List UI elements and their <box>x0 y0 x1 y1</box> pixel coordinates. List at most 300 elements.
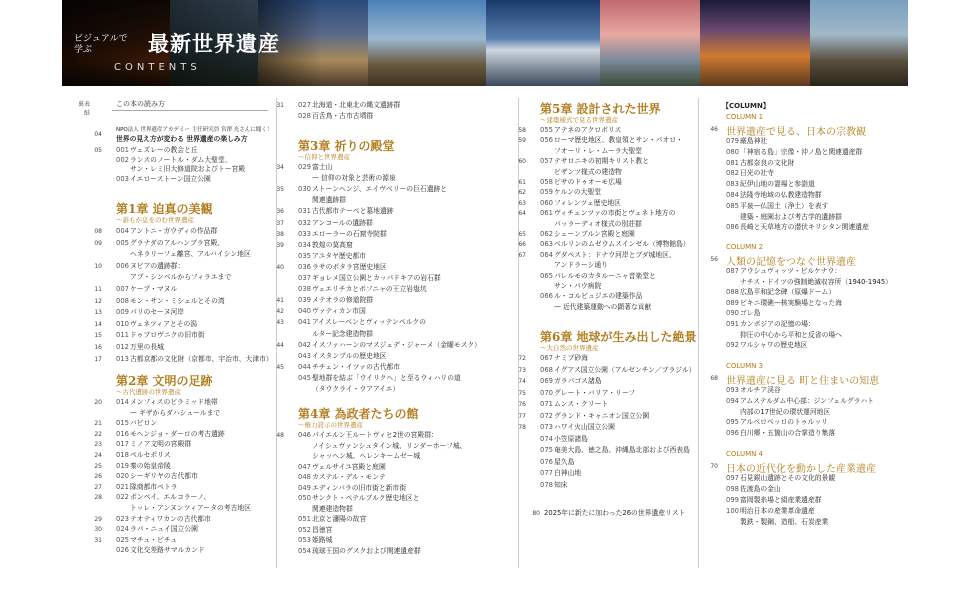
toc-entry[interactable] <box>298 547 468 556</box>
chapter1-title[interactable]: 第1章 迫真の美観 <box>116 202 213 216</box>
page-number: 14 <box>94 320 102 328</box>
entry-number: 090 <box>726 309 739 318</box>
toc-entry[interactable] <box>298 274 468 283</box>
toc-entry[interactable] <box>540 240 710 249</box>
entry-number: 076 <box>540 457 553 466</box>
toc-entry[interactable] <box>726 180 896 189</box>
toc-entry[interactable] <box>726 223 896 232</box>
entry-title: ポンペイ、エルコラーノ、 <box>130 493 211 502</box>
toc-entry[interactable] <box>726 485 896 494</box>
toc-entry[interactable] <box>540 136 710 145</box>
toc-entry[interactable] <box>298 473 468 482</box>
toc-entry[interactable] <box>298 112 468 121</box>
entry-title: 文化交差路サマルカンド <box>130 546 205 555</box>
toc-entry[interactable] <box>116 165 286 174</box>
page-number: 58 <box>518 127 526 134</box>
toc-entry[interactable] <box>726 267 896 276</box>
entry-title: バビロン <box>130 419 158 428</box>
entry-number: 041 <box>298 318 311 327</box>
entry-title: ヴァティカン市国 <box>312 307 366 316</box>
toc-entry[interactable] <box>298 163 468 172</box>
entry-title: 厳島神社 <box>740 137 768 145</box>
toc-entry[interactable] <box>298 431 468 440</box>
entry-title: ドゥブロヴニクの旧市街 <box>130 331 205 340</box>
column1-label: COLUMN 1 <box>726 113 764 121</box>
entry-title: カステル・デル・モンテ <box>312 473 386 481</box>
toc-entry[interactable] <box>726 288 896 297</box>
toc-entry[interactable] <box>298 318 468 327</box>
toc-entry[interactable] <box>726 341 896 350</box>
entry-title: 関連遺跡群 <box>312 196 346 205</box>
page-number: 17 <box>94 355 102 363</box>
entry-title: — 近代建築運動への顕著な貢献 <box>554 302 652 311</box>
entry-title: メテオラの修道院群 <box>312 296 374 305</box>
page-number: 59 <box>518 137 526 145</box>
entry-number: 055 <box>540 126 553 134</box>
entry-number: 015 <box>116 419 129 428</box>
toc-entry[interactable] <box>116 146 286 155</box>
toc-entry[interactable] <box>540 188 710 197</box>
entry-number: 014 <box>116 398 129 406</box>
page-number: 61 <box>518 179 526 186</box>
entry-number: 061 <box>540 209 553 218</box>
entry-number: 088 <box>726 288 739 297</box>
entry-number: 098 <box>726 485 739 493</box>
entry-title: アンドラーシ通り <box>554 261 608 270</box>
entry-title: アユタヤ歴史都市 <box>312 251 367 260</box>
page-number: 12 <box>94 297 102 305</box>
toc-entry[interactable] <box>116 525 286 534</box>
toc-entry[interactable] <box>116 156 286 165</box>
entry-number: 065 <box>540 271 553 280</box>
entry-title: 白神山地 <box>554 469 582 477</box>
toc-entry[interactable] <box>298 241 468 250</box>
toc-entry[interactable] <box>298 515 468 524</box>
toc-entry[interactable] <box>298 252 468 261</box>
entry-number: 093 <box>726 386 739 394</box>
entry-title: — ギザからダハシュールまで <box>130 408 221 417</box>
page-number: 04 <box>94 131 102 138</box>
toc-entry[interactable] <box>540 272 710 281</box>
column2-label: COLUMN 2 <box>726 243 764 251</box>
page-number: 70 <box>710 463 718 470</box>
toc-entry[interactable] <box>298 442 468 451</box>
toc-entry[interactable] <box>726 397 896 406</box>
entry-number: 051 <box>298 515 311 523</box>
toc-entry[interactable] <box>116 419 286 428</box>
entry-number: 062 <box>540 230 553 238</box>
entry-title: パッラーディオ様式の別荘群 <box>554 219 642 228</box>
toc-entry[interactable] <box>298 219 468 228</box>
entry-title: 敦煌の莫高窟 <box>312 240 353 249</box>
entry-title: ケルンの大聖堂 <box>554 188 602 197</box>
toc-entry[interactable] <box>540 303 710 312</box>
toc-entry[interactable] <box>540 458 710 467</box>
entry-title: — 信仰の対象と芸術の源泉 <box>312 174 396 183</box>
toc-entry[interactable] <box>116 483 286 492</box>
entry-number: 074 <box>540 434 553 443</box>
toc-entry[interactable] <box>726 299 896 308</box>
entry-title: ビキニ環礁—核実験場となった海 <box>740 298 842 307</box>
entry-number: 071 <box>540 400 553 408</box>
toc-entry[interactable] <box>116 451 286 460</box>
toc-entry[interactable] <box>540 389 710 398</box>
toc-entry[interactable] <box>298 263 468 272</box>
toc-entry[interactable] <box>116 297 286 306</box>
toc-entry[interactable] <box>726 169 896 178</box>
toc-entry[interactable] <box>726 496 896 505</box>
toc-entry[interactable] <box>298 185 468 194</box>
entry-title: ナチス・ドイツの強制絶滅収容所（1940-1945） <box>740 277 892 286</box>
how-to-read-link[interactable]: この本の読み方 <box>116 100 165 108</box>
entry-number: 021 <box>116 482 129 491</box>
toc-entry[interactable] <box>116 515 286 524</box>
entry-title: ルター記念建造物群 <box>312 329 373 338</box>
entry-title: 日光の社寺 <box>740 169 774 178</box>
entry-number: 008 <box>116 296 129 305</box>
entry-number: 038 <box>298 285 311 294</box>
page-number: 78 <box>518 424 526 431</box>
page-number: 08 <box>94 228 102 235</box>
toc-entry[interactable] <box>540 400 710 409</box>
toc-entry[interactable] <box>540 292 710 301</box>
entry-title: 明治日本の産業革命遺産 <box>740 507 815 515</box>
entry-number: 056 <box>540 136 553 145</box>
entry-title: トッレ・アンヌンツィアータの考古地区 <box>130 504 251 512</box>
toc-entry[interactable] <box>540 126 710 135</box>
toc-entry[interactable] <box>540 412 710 421</box>
entry-number: 002 <box>116 155 129 164</box>
toc-entry[interactable] <box>116 331 286 340</box>
entry-number: 097 <box>726 474 739 482</box>
entry-title: 小笠原諸島 <box>554 434 588 443</box>
entry-title: ワルシャワの歴史地区 <box>740 341 808 350</box>
page-number: 21 <box>94 420 102 428</box>
chapter3-title[interactable]: 第3章 祈りの殿堂 <box>298 139 395 153</box>
entry-title: 聖地群を結ぶ「ウイリクヘ」と至るウィハリの道 <box>312 373 461 382</box>
toc-entry[interactable] <box>726 320 896 329</box>
toc-entry[interactable] <box>726 278 896 287</box>
toc-entry[interactable] <box>726 408 896 417</box>
entry-number: 080 <box>726 147 739 156</box>
entry-number: 045 <box>298 373 311 382</box>
entry-number: 001 <box>116 146 129 154</box>
toc-entry[interactable] <box>540 251 710 260</box>
entry-number: 006 <box>116 261 129 270</box>
entry-title: グラナダのアルハンブラ宮殿、 <box>130 238 225 247</box>
entry-number: 068 <box>540 365 553 374</box>
toc-entry[interactable] <box>116 343 286 352</box>
page-number: 72 <box>518 355 526 362</box>
column1-title[interactable]: 世界遺産で見る、日本の宗教観 <box>726 127 866 138</box>
page-number: 13 <box>94 309 102 317</box>
page-number: 15 <box>94 332 102 340</box>
toc-entry[interactable] <box>116 472 286 481</box>
entry-number: 060 <box>540 198 553 207</box>
toc-entry[interactable] <box>116 546 286 555</box>
page-number: 34 <box>276 164 284 171</box>
toc-entry[interactable] <box>116 250 286 259</box>
page-number: 09 <box>94 239 102 247</box>
entry-title: 北京と瀋陽の故宮 <box>312 515 367 523</box>
toc-entry[interactable] <box>726 309 896 318</box>
entry-number: 017 <box>116 440 129 449</box>
toc-entry[interactable] <box>726 507 896 516</box>
toc-entry[interactable] <box>540 230 710 239</box>
page-number: 43 <box>276 319 284 327</box>
toc-entry[interactable] <box>298 363 468 372</box>
entry-number: 012 <box>116 343 129 351</box>
column-section-header: 【COLUMN】 <box>722 102 770 110</box>
entry-title: 北海道・北東北の縄文遺跡群 <box>312 101 401 109</box>
toc-entry[interactable] <box>540 168 710 177</box>
toc-entry[interactable] <box>298 494 468 503</box>
toc-entry[interactable] <box>726 191 896 200</box>
entry-title: ランスのノートル・ダム大聖堂、 <box>130 155 232 164</box>
page-number: 裏表紙 <box>77 101 90 117</box>
entry-title: チチェン・イツァの古代都市 <box>312 362 401 371</box>
page-number: 60 <box>518 158 526 166</box>
entry-number: 052 <box>298 525 311 534</box>
toc-entry[interactable] <box>540 423 710 432</box>
toc-entry[interactable] <box>298 452 468 461</box>
toc-entry[interactable] <box>726 137 896 146</box>
toc-entry[interactable] <box>726 202 896 211</box>
toc-entry[interactable] <box>298 385 468 394</box>
toc-entry[interactable] <box>298 296 468 305</box>
column4-title[interactable]: 日本の近代化を動かした産業遺産 <box>726 464 876 475</box>
toc-entry[interactable] <box>116 440 286 449</box>
toc-entry[interactable] <box>726 429 896 438</box>
entry-title: グランド・キャニオン国立公園 <box>554 411 650 420</box>
entry-number: 081 <box>726 158 739 167</box>
entry-title: 石見銀山遺跡とその文化的景観 <box>740 474 836 482</box>
toc-entry[interactable] <box>298 340 481 350</box>
entry-title: アウシュヴィッツ・ビルケナウ： <box>740 267 842 275</box>
toc-entry[interactable] <box>540 469 710 478</box>
entry-title: シャッヘン城、ヘレンキームゼー城 <box>312 452 421 460</box>
entry-title: ケープ・マヌル <box>130 285 178 293</box>
toc-entry[interactable] <box>540 366 710 375</box>
entry-number: 058 <box>540 178 553 186</box>
entry-title: 長崎と天草地方の潜伏キリシタン関連遺産 <box>740 223 869 232</box>
column2-title[interactable]: 人類の記憶をつなぐ世界遺産 <box>726 257 856 268</box>
entry-number: 016 <box>116 429 129 438</box>
toc-entry[interactable] <box>298 307 468 316</box>
entry-title: イスタンブルの歴史地区 <box>312 351 387 360</box>
column3-label: COLUMN 3 <box>726 362 764 370</box>
entry-title: シェーンブルン宮殿と庭園 <box>554 230 635 238</box>
toc-entry[interactable] <box>298 463 468 472</box>
toc-entry[interactable] <box>116 504 286 513</box>
entry-title: ハワイ火山国立公園 <box>554 423 615 431</box>
toc-entry[interactable] <box>298 330 468 339</box>
toc-entry[interactable] <box>116 430 286 439</box>
entry-title: イグアス国立公園（アルゼンチン／ブラジル） <box>554 365 696 374</box>
entry-title: 内部の17世紀の環状運河地区 <box>740 407 831 416</box>
entry-number: 004 <box>116 227 129 235</box>
page-number: 68 <box>710 375 718 382</box>
entry-number: 003 <box>116 174 129 183</box>
toc-entry[interactable] <box>298 484 468 493</box>
chapter5-title[interactable]: 第5章 設計された世界 <box>540 102 661 116</box>
toc-entry[interactable] <box>540 377 710 386</box>
toc-entry[interactable] <box>726 474 896 483</box>
toc-entry[interactable] <box>726 418 896 427</box>
page-number: 64 <box>518 210 526 218</box>
entry-title: （タウクライ・ウアアイエ） <box>312 385 400 393</box>
toc-entry[interactable] <box>116 239 286 248</box>
page-number: 75 <box>518 389 526 397</box>
toc-entry[interactable] <box>116 262 286 271</box>
toc-entry[interactable] <box>540 261 710 270</box>
entry-title: アンコールの遺跡群 <box>312 218 373 227</box>
toc-entry[interactable] <box>116 493 286 502</box>
photo-castle <box>600 0 700 86</box>
toc-entry[interactable] <box>298 196 468 205</box>
toc-entry[interactable] <box>116 320 286 329</box>
entry-number: 094 <box>726 396 739 405</box>
toc-entry[interactable] <box>116 227 286 236</box>
column3-title[interactable]: 世界遺産に見る 町と住まいの知恵 <box>726 376 880 387</box>
photo-moai <box>368 0 486 86</box>
toc-entry[interactable] <box>116 409 286 418</box>
toc-entry[interactable] <box>116 398 286 407</box>
toc-entry[interactable] <box>726 386 896 395</box>
toc-entry[interactable] <box>726 159 896 168</box>
toc-entry[interactable] <box>298 101 468 110</box>
entry-title: ベルリンのムゼウムスインゼル（博物館島） <box>554 240 690 249</box>
toc-entry[interactable] <box>298 526 468 535</box>
entry-title: パレルモのカタルーニャ音楽堂と <box>554 271 656 280</box>
toc-entry[interactable] <box>540 220 710 229</box>
toc-entry[interactable] <box>116 273 286 282</box>
toc-entry[interactable] <box>540 178 710 187</box>
entry-number: 066 <box>540 292 553 301</box>
toc-entry[interactable] <box>540 282 710 291</box>
entry-title: アテネのアクロポリス <box>554 126 622 134</box>
page-number: 42 <box>276 308 284 316</box>
entry-number: 019 <box>116 461 129 470</box>
entry-title: アルベロベッロのトゥルッリ <box>740 418 828 427</box>
entry-title: 隊商都市ペトラ <box>130 482 178 491</box>
toc-entry[interactable] <box>116 462 286 471</box>
toc-entry[interactable] <box>298 374 468 383</box>
entry-title: ラサのポタラ宮歴史地区 <box>312 262 387 271</box>
toc-entry[interactable] <box>298 230 468 239</box>
toc-entry[interactable] <box>540 481 710 490</box>
entry-number: 078 <box>540 480 553 489</box>
photo-mount-fuji <box>486 0 600 86</box>
entry-title: 「神宿る島」宗像・沖ノ島と関連遺産群 <box>740 147 863 156</box>
entry-title: ラパ・ニュイ国立公園 <box>130 525 198 534</box>
entry-number: 049 <box>298 483 311 492</box>
toc-entry[interactable] <box>116 355 286 364</box>
entry-title: 万里の長城 <box>130 343 164 351</box>
page-number: 10 <box>94 262 102 270</box>
entry-title: ヴェルサイユ宮殿と庭園 <box>312 462 386 471</box>
toc-entry[interactable] <box>298 536 468 545</box>
entry-number: 032 <box>298 218 311 227</box>
toc-entry[interactable] <box>116 175 286 184</box>
toc-entry[interactable] <box>726 331 896 340</box>
toc-entry[interactable] <box>540 147 710 156</box>
chapter6-title[interactable]: 第6章 地球が生み出した絶景 <box>540 330 697 344</box>
entry-number: 083 <box>726 180 739 189</box>
page-number: 24 <box>94 452 102 459</box>
toc-entry[interactable] <box>116 308 286 317</box>
toc-entry[interactable] <box>726 148 896 157</box>
page-title: 最新世界遺産 <box>148 31 280 56</box>
toc-entry[interactable] <box>540 209 710 218</box>
entry-number: 054 <box>298 546 311 555</box>
toc-entry[interactable] <box>298 285 468 294</box>
page-number: 76 <box>518 401 526 408</box>
toc-entry[interactable] <box>298 174 468 183</box>
toc-entry[interactable] <box>116 285 286 294</box>
toc-entry[interactable] <box>540 157 710 166</box>
title-overlay <box>62 0 322 86</box>
toc-entry[interactable] <box>298 352 468 361</box>
entry-number: 036 <box>298 262 311 271</box>
toc-entry[interactable] <box>540 446 710 455</box>
toc-entry[interactable] <box>116 536 286 545</box>
page-subtitle: CONTENTS <box>114 62 201 73</box>
entry-number: 028 <box>298 112 311 120</box>
toc-entry[interactable] <box>726 213 896 222</box>
entry-title: オルチア渓谷 <box>740 386 781 394</box>
chapter4-title[interactable]: 第4章 為政者たちの館 <box>298 407 419 421</box>
entry-number: 046 <box>298 431 311 439</box>
entry-number: 059 <box>540 188 553 197</box>
entry-title: 関連建造物群 <box>312 504 353 513</box>
toc-entry[interactable] <box>540 199 710 208</box>
entry-title: 抑圧の中心から平和と反省の場へ <box>740 330 842 339</box>
page-number: 45 <box>276 363 284 371</box>
entry-number: 040 <box>298 307 311 316</box>
entry-number: 013 <box>116 354 129 363</box>
toc-entry[interactable] <box>298 505 468 514</box>
entry-title: モヘンジョ・ダーロの考古遺跡 <box>130 429 225 438</box>
toc-entry[interactable] <box>540 354 710 363</box>
entry-number: 011 <box>116 331 129 340</box>
page-number: 67 <box>518 251 526 259</box>
entry-title: 古代都市テーベと墓地遺跡 <box>312 207 394 216</box>
entry-number: 092 <box>726 341 739 350</box>
entry-title: ミノア文明の宮殿群 <box>130 440 192 449</box>
page-number: 62 <box>518 189 526 197</box>
page-number: 31 <box>276 102 284 109</box>
toc-entry[interactable] <box>540 435 710 444</box>
entry-title: エローラーの石窟寺院群 <box>312 229 387 238</box>
chapter6-subtitle: 〜大自然の世界遺産 <box>540 344 599 352</box>
toc-entry[interactable] <box>298 207 468 216</box>
page-number: 25 <box>94 462 102 470</box>
toc-entry[interactable] <box>726 518 896 527</box>
entry-number: 089 <box>726 298 739 307</box>
page-number: 39 <box>276 241 284 249</box>
entry-title: サンクト・ペテルブルク歴史地区と <box>312 494 420 502</box>
entry-number: 029 <box>298 163 311 171</box>
entry-number: 085 <box>726 201 739 210</box>
entry-title: 広島平和記念碑（原爆ドーム） <box>740 288 836 297</box>
entry-title: テオティワカンの古代都市 <box>130 514 211 523</box>
chapter2-title[interactable]: 第2章 文明の足跡 <box>116 374 213 388</box>
page-number: 11 <box>94 286 102 293</box>
page-number: 40 <box>276 263 284 271</box>
entry-title: アントニ・ガウディの作品群 <box>130 227 218 235</box>
entry-number: 033 <box>298 229 311 238</box>
